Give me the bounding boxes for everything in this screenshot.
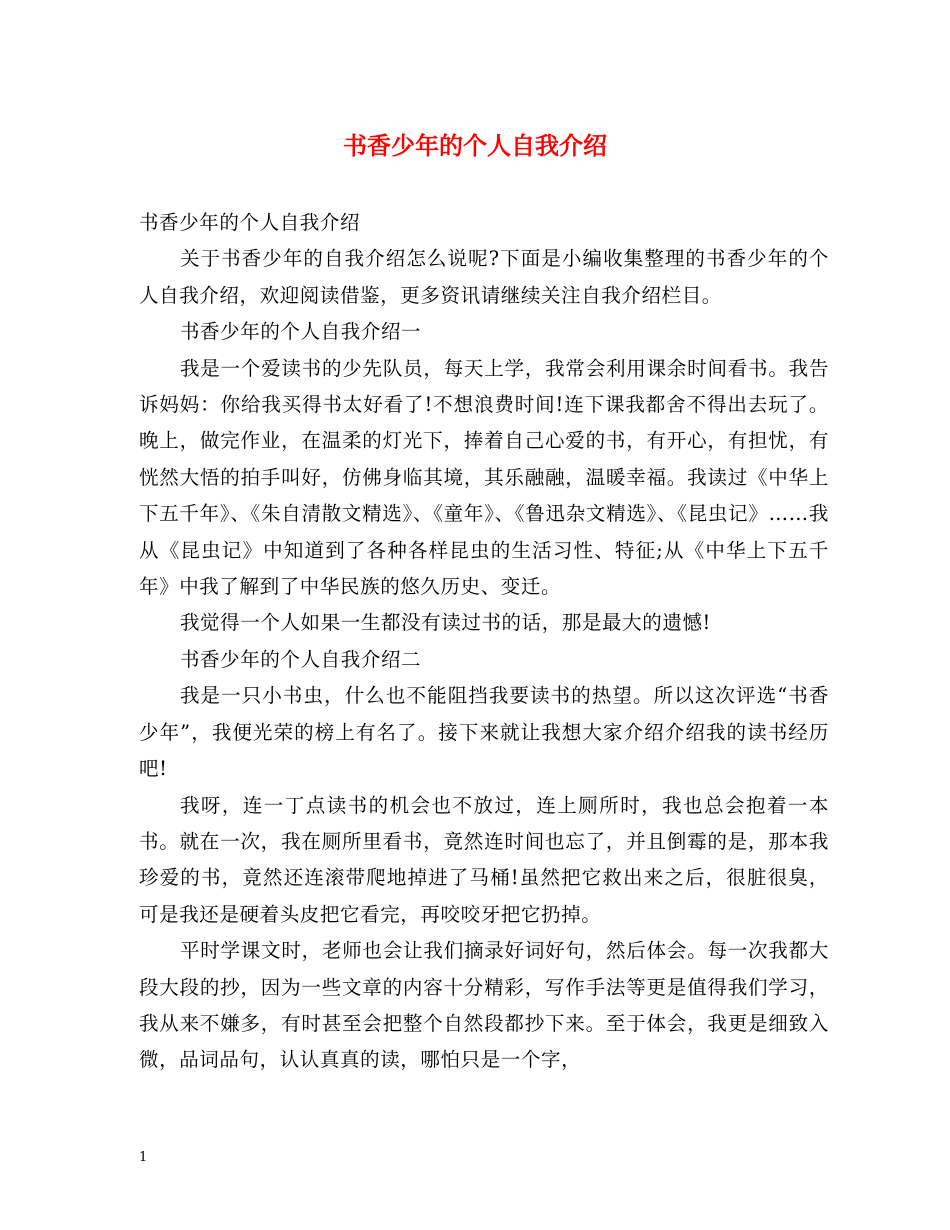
section-heading: 书香少年的个人自我介绍一 (179, 320, 422, 344)
page-number: 1 (139, 1150, 148, 1165)
paragraph: 我是一个爱读书的少先队员，每天上学，我常会利用课余时间看书。我告诉妈妈：你给我买得书太好看了!不想浪费时间!连下课我都舍不得出去玩了。晚上，做完作业，在温柔的灯光下，捧着自己心爱的书，有开心，有担忧，有恍然大悟的拍手叫好，仿佛身临其境，其乐融融，温暖幸福。我读过《中华上下五千年》、《朱自清散文精选》、《童年》、《鲁迅杂文精选》、《昆虫记》……我从《昆虫记》中知道到了各种各样昆虫的生活习性、特征;从《中华上下五千年》中我了解到了中华民族的悠久历史、变迁。 (139, 356, 829, 599)
document-body (139, 205, 829, 1079)
paragraph: 平时学课文时，老师也会让我们摘录好词好句，然后体会。每一次我都大段大段的抄，因为一些文章的内容十分精彩，写作手法等更是值得我们学习，我从来不嫌多，有时甚至会把整个自然段都抄下来。至于体会，我更是细致入微，品词品句，认认真真的读，哪怕只是一个字， (139, 939, 829, 1072)
paragraph: 我呀，连一丁点读书的机会也不放过，连上厕所时，我也总会抱着一本书。就在一次，我在厕所里看书，竟然连时间也忘了，并且倒霉的是，那本我珍爱的书，竟然还连滚带爬地掉进了马桶!虽然把它救出来之后，很脏很臭，可是我还是硬着头皮把它看完，再咬咬牙把它扔掉。 (139, 793, 829, 926)
paragraph: 关于书香少年的自我介绍怎么说呢?下面是小编收集整理的书香少年的个人自我介绍，欢迎阅读借鉴，更多资讯请继续关注自我介绍栏目。 (139, 247, 829, 307)
document-title: 书香少年的个人自我介绍 (343, 131, 607, 160)
paragraph: 我觉得一个人如果一生都没有读过书的话，那是最大的遗憾! (179, 611, 711, 635)
paragraph: 书香少年的个人自我介绍 (139, 211, 361, 234)
section-heading: 书香少年的个人自我介绍二 (179, 647, 422, 671)
paragraph: 我是一只小书虫，什么也不能阻挡我要读书的热望。所以这次评选“书香少年”，我便光荣的榜上有名了。接下来就让我想大家介绍介绍我的读书经历吧! (139, 684, 829, 781)
